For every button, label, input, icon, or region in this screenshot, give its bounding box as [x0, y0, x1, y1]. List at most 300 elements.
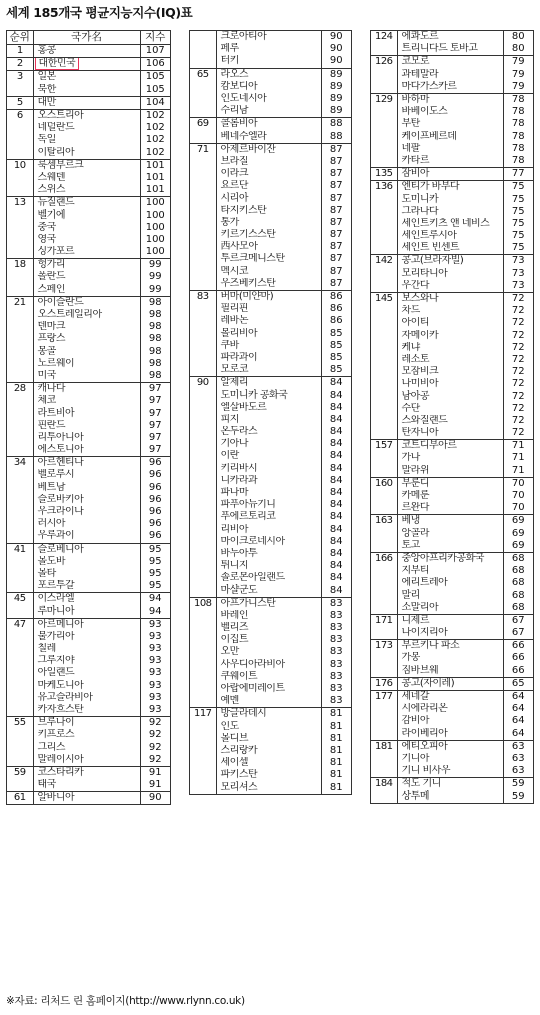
- table-row: [7, 667, 170, 679]
- iq-cell: 93: [148, 655, 162, 667]
- country-cell: 핀란드: [33, 420, 140, 432]
- rank-cell: [7, 346, 33, 358]
- rank-cell: [190, 156, 216, 168]
- table-row: [7, 742, 170, 754]
- iq-cell: 94: [148, 605, 162, 617]
- iq-cell: 87: [329, 253, 343, 265]
- country-cell: 슬로베니아: [33, 543, 140, 556]
- iq-cell: 93: [148, 630, 162, 642]
- country-cell: 크로아티아: [216, 31, 321, 43]
- table-row: [371, 528, 533, 540]
- table-row: [371, 677, 533, 690]
- rank-cell: 3: [7, 71, 33, 84]
- iq-cell: 83: [329, 670, 343, 682]
- country-cell: 니제르: [397, 614, 503, 627]
- rank-cell: [190, 81, 216, 93]
- table-row: [7, 469, 170, 481]
- iq-cell: 78: [503, 93, 533, 106]
- table-row: [371, 477, 533, 490]
- rank-cell: [371, 366, 397, 378]
- iq-cell: 67: [511, 627, 525, 639]
- table-row: [371, 765, 533, 778]
- table-row: [371, 168, 533, 181]
- country-cell: 캄보디아: [216, 81, 321, 93]
- table-row: [7, 568, 170, 580]
- iq-cell: 75: [511, 205, 525, 217]
- country-cell: 투르크메니스탄: [216, 253, 321, 265]
- country-cell: 타지키스탄: [216, 205, 321, 217]
- country-cell: 이라크: [216, 168, 321, 180]
- rank-cell: [7, 84, 33, 97]
- iq-cell: 69: [511, 527, 525, 539]
- rank-cell: [190, 646, 216, 658]
- iq-cell: 95: [148, 580, 162, 592]
- table-row: [190, 548, 351, 560]
- country-cell: 트리니다드 토바고: [397, 43, 503, 56]
- iq-cell: 72: [511, 317, 525, 329]
- iq-cell: 104: [140, 96, 170, 109]
- iq-cell: 102: [145, 134, 165, 146]
- iq-cell: 63: [511, 765, 525, 777]
- table-row: [371, 665, 533, 678]
- iq-cell: 87: [321, 143, 351, 156]
- country-cell: 오스트리아: [33, 109, 140, 122]
- iq-cell: 87: [329, 168, 343, 180]
- iq-cell: 70: [511, 490, 525, 502]
- country-cell: 벨기에: [33, 209, 140, 221]
- iq-cell: 93: [148, 643, 162, 655]
- table-row: [190, 721, 351, 733]
- iq-cell: 83: [329, 634, 343, 646]
- table-row: [190, 93, 351, 105]
- iq-cell: 83: [329, 658, 343, 670]
- iq-cell: 102: [140, 109, 170, 122]
- table-row: [371, 69, 533, 81]
- table-row: [371, 790, 533, 802]
- iq-cell: 101: [145, 184, 165, 196]
- country-cell: 중국: [33, 222, 140, 234]
- rank-cell: [7, 494, 33, 506]
- country-cell: 남아공: [397, 390, 503, 402]
- rank-cell: [371, 378, 397, 390]
- table-row: [190, 769, 351, 781]
- table-row: [190, 572, 351, 584]
- rank-cell: [371, 490, 397, 502]
- iq-cell: 78: [511, 142, 525, 154]
- iq-cell: 84: [329, 474, 343, 486]
- iq-cell: 65: [503, 677, 533, 690]
- country-cell: 에콰도르: [397, 31, 503, 43]
- table-row: [190, 229, 351, 241]
- table-row: [190, 253, 351, 265]
- country-cell: 오만: [216, 646, 321, 658]
- rank-cell: [7, 321, 33, 333]
- country-cell: 탄자니아: [397, 427, 503, 440]
- rank-cell: 166: [371, 552, 397, 565]
- iq-cell: 95: [148, 567, 162, 579]
- iq-cell: 80: [511, 43, 525, 55]
- rank-cell: [7, 469, 33, 481]
- iq-cell: 98: [148, 321, 162, 333]
- table-row: [7, 680, 170, 692]
- rank-cell: [190, 328, 216, 340]
- iq-cell: 71: [503, 440, 533, 453]
- table-row: [190, 646, 351, 658]
- rank-cell: [190, 168, 216, 180]
- iq-cell: 96: [148, 481, 162, 493]
- iq-cell: 83: [321, 597, 351, 610]
- table-row: [371, 452, 533, 464]
- table-row: [371, 317, 533, 329]
- rank-cell: [371, 342, 397, 354]
- table-row: [371, 490, 533, 502]
- iq-cell: 83: [329, 695, 343, 707]
- rank-cell: [7, 222, 33, 234]
- rank-cell: [371, 230, 397, 242]
- header-iq: 지수: [140, 31, 170, 45]
- iq-cell: 68: [511, 565, 525, 577]
- rank-cell: [371, 577, 397, 589]
- rank-cell: [7, 680, 33, 692]
- rank-cell: [371, 728, 397, 741]
- table-row: [7, 172, 170, 184]
- iq-cell: 89: [329, 93, 343, 105]
- iq-cell: 85: [329, 364, 343, 376]
- rank-cell: [7, 234, 33, 246]
- rank-cell: [7, 631, 33, 643]
- iq-cell: 87: [329, 277, 343, 289]
- iq-cell: 85: [329, 339, 343, 351]
- table-row: [371, 268, 533, 280]
- rank-cell: [371, 665, 397, 678]
- rank-cell: [190, 93, 216, 105]
- country-cell: 프랑스: [33, 333, 140, 345]
- rank-cell: [190, 205, 216, 217]
- rank-cell: [371, 242, 397, 255]
- country-cell: 우즈베키스탄: [216, 278, 321, 291]
- table-row: [7, 655, 170, 667]
- rank-cell: [190, 352, 216, 364]
- rank-cell: 124: [371, 31, 397, 43]
- country-cell: 케냐: [397, 342, 503, 354]
- country-cell: 스페인: [33, 284, 140, 297]
- rank-cell: [7, 530, 33, 543]
- table-row: [190, 118, 351, 131]
- country-cell: 벨리즈: [216, 622, 321, 634]
- iq-cell: 81: [329, 732, 343, 744]
- country-cell: 북한: [33, 84, 140, 97]
- table-row: [7, 420, 170, 432]
- rank-cell: [371, 602, 397, 615]
- table-row: [7, 593, 170, 606]
- country-cell: 가봉: [397, 652, 503, 664]
- table-row: [371, 415, 533, 427]
- iq-cell: 98: [148, 333, 162, 345]
- country-cell: 감비아: [397, 715, 503, 727]
- rank-cell: [190, 105, 216, 118]
- iq-cell: 90: [329, 31, 343, 43]
- rank-cell: [190, 659, 216, 671]
- table-row: [7, 530, 170, 543]
- country-cell: 상투메: [397, 790, 503, 802]
- iq-cell: 75: [511, 242, 525, 254]
- table-row: [190, 328, 351, 340]
- iq-cell: 72: [511, 341, 525, 353]
- table-row: [190, 315, 351, 327]
- iq-cell: 107: [140, 45, 170, 58]
- iq-cell: 96: [148, 506, 162, 518]
- rank-cell: [190, 402, 216, 414]
- table-row: [190, 499, 351, 511]
- rank-cell: [371, 589, 397, 601]
- iq-cell: 69: [503, 515, 533, 528]
- table-row: [371, 181, 533, 194]
- iq-cell: 101: [140, 159, 170, 172]
- country-cell: 버마(미얀마): [216, 290, 321, 303]
- table-row: [190, 438, 351, 450]
- rank-cell: [371, 565, 397, 577]
- country-cell: 차드: [397, 305, 503, 317]
- table-row: [7, 383, 170, 396]
- table-row: [190, 290, 351, 303]
- rank-cell: [7, 172, 33, 184]
- rank-cell: 2: [7, 58, 33, 71]
- country-cell: 리비아: [216, 524, 321, 536]
- country-cell: 리투아니아: [33, 432, 140, 444]
- country-cell: 지부티: [397, 565, 503, 577]
- table-row: [7, 246, 170, 259]
- table-row: [190, 475, 351, 487]
- iq-cell: 73: [511, 267, 525, 279]
- table-row: [7, 482, 170, 494]
- country-cell: 에리트레아: [397, 577, 503, 589]
- table-row: [190, 55, 351, 68]
- iq-cell: 71: [511, 452, 525, 464]
- country-cell: 수단: [397, 403, 503, 415]
- rank-cell: 184: [371, 778, 397, 791]
- rank-cell: [371, 715, 397, 727]
- iq-cell: 100: [145, 246, 165, 258]
- country-cell: 노르웨이: [33, 358, 140, 370]
- country-cell: 스와질랜드: [397, 415, 503, 427]
- iq-cell: 88: [329, 130, 343, 142]
- rank-cell: 163: [371, 515, 397, 528]
- table-row: [190, 303, 351, 315]
- table-row: [190, 131, 351, 144]
- rank-cell: [7, 246, 33, 259]
- table-row: [7, 754, 170, 767]
- country-cell: 알바니아: [33, 792, 140, 805]
- table-row: [371, 342, 533, 354]
- iq-cell: 96: [148, 518, 162, 530]
- country-cell: 인도: [216, 721, 321, 733]
- rank-cell: [190, 622, 216, 634]
- table-row: [190, 266, 351, 278]
- table-row: [190, 192, 351, 204]
- rank-cell: 6: [7, 109, 33, 122]
- country-cell: 베네수엘라: [216, 131, 321, 144]
- rank-cell: [7, 667, 33, 679]
- country-cell: 중앙아프리카공화국: [397, 552, 503, 565]
- table-row: [371, 577, 533, 589]
- table-row: [7, 184, 170, 197]
- rank-cell: [7, 779, 33, 792]
- country-cell: 콜롬비아: [216, 118, 321, 131]
- page-title: 세계 185개국 평균지능지수(IQ)표: [6, 5, 193, 20]
- table-row: [190, 168, 351, 180]
- rank-cell: [7, 122, 33, 134]
- iq-cell: 72: [511, 305, 525, 317]
- rank-cell: 129: [371, 93, 397, 106]
- country-cell: 오스트레일리아: [33, 309, 140, 321]
- rank-cell: [190, 511, 216, 523]
- table-row: [371, 143, 533, 155]
- table-row: [371, 602, 533, 615]
- table-row: [190, 105, 351, 118]
- iq-cell: 92: [148, 729, 162, 741]
- rank-cell: [7, 580, 33, 593]
- country-cell: 알제리: [216, 377, 321, 390]
- iq-cell: 98: [140, 296, 170, 309]
- rank-cell: [371, 540, 397, 553]
- iq-cell: 95: [148, 555, 162, 567]
- source-note: ※자료: 리처드 린 홈페이지(http://www.rlynn.co.uk): [6, 995, 245, 1007]
- iq-cell: 95: [140, 543, 170, 556]
- country-cell: 루마니아: [33, 605, 140, 618]
- country-cell: 푸에르토리코: [216, 511, 321, 523]
- country-cell: 시에라리온: [397, 703, 503, 715]
- rank-cell: 47: [7, 618, 33, 631]
- table-row: [190, 43, 351, 55]
- country-cell: 아이티: [397, 317, 503, 329]
- iq-cell: 100: [145, 209, 165, 221]
- country-cell: 니카라과: [216, 475, 321, 487]
- table-row: [371, 465, 533, 478]
- rank-cell: [7, 506, 33, 518]
- iq-cell: 97: [148, 395, 162, 407]
- table-row: [7, 209, 170, 221]
- country-cell: 페루: [216, 43, 321, 55]
- iq-cell: 84: [329, 547, 343, 559]
- iq-cell: 99: [140, 259, 170, 272]
- rank-cell: 135: [371, 168, 397, 181]
- rank-cell: 90: [190, 377, 216, 390]
- table-row: [7, 296, 170, 309]
- table-row: [190, 560, 351, 572]
- table-row: [7, 779, 170, 792]
- table-row: [7, 234, 170, 246]
- country-cell: 피지: [216, 414, 321, 426]
- rank-cell: [190, 278, 216, 291]
- table-row: [7, 346, 170, 358]
- iq-cell: 89: [321, 68, 351, 81]
- country-cell: 몰타: [33, 568, 140, 580]
- iq-cell: 84: [329, 462, 343, 474]
- iq-cell: 70: [511, 502, 525, 514]
- iq-cell: 87: [329, 204, 343, 216]
- rank-cell: [371, 452, 397, 464]
- country-cell: 헝가리: [33, 259, 140, 272]
- iq-cell: 81: [329, 744, 343, 756]
- table-row: [7, 792, 170, 805]
- rank-cell: [190, 695, 216, 708]
- rank-cell: [371, 753, 397, 765]
- rank-cell: [190, 131, 216, 144]
- country-cell: 싱가포르: [33, 246, 140, 259]
- country-cell: 키프로스: [33, 729, 140, 741]
- iq-cell: 98: [148, 345, 162, 357]
- iq-cell: 86: [329, 315, 343, 327]
- iq-cell: 87: [329, 192, 343, 204]
- iq-cell: 81: [321, 708, 351, 721]
- iq-table: [7, 31, 170, 804]
- rank-cell: 28: [7, 383, 33, 396]
- country-cell: 모로코: [216, 364, 321, 377]
- table-row: [371, 155, 533, 168]
- header-row: [7, 31, 170, 45]
- iq-cell: 91: [140, 766, 170, 779]
- country-cell: 방글라데시: [216, 708, 321, 721]
- table-row: [7, 122, 170, 134]
- rank-cell: [190, 426, 216, 438]
- rank-cell: [190, 463, 216, 475]
- iq-cell: 99: [148, 283, 162, 295]
- iq-cell: 71: [511, 464, 525, 476]
- table-row: [190, 683, 351, 695]
- iq-cell: 78: [511, 118, 525, 130]
- rank-cell: [371, 790, 397, 802]
- iq-cell: 63: [503, 740, 533, 753]
- country-cell: 몰도바: [33, 556, 140, 568]
- country-cell: 키리바시: [216, 463, 321, 475]
- table-row: [371, 627, 533, 640]
- country-cell: 세인트키츠 앤 네비스: [397, 218, 503, 230]
- rank-cell: [371, 218, 397, 230]
- country-cell: 스위스: [33, 184, 140, 197]
- country-cell: 아일랜드: [33, 667, 140, 679]
- rank-cell: [7, 444, 33, 457]
- rank-cell: [190, 364, 216, 377]
- iq-cell: 64: [511, 703, 525, 715]
- table-row: [7, 134, 170, 146]
- rank-cell: [7, 692, 33, 704]
- country-cell: 르완다: [397, 502, 503, 515]
- rank-cell: [371, 118, 397, 130]
- country-cell: 바베이도스: [397, 106, 503, 118]
- iq-cell: 72: [503, 292, 533, 305]
- country-cell: 파푸아뉴기니: [216, 499, 321, 511]
- country-cell: 과테말라: [397, 69, 503, 81]
- rank-cell: [190, 560, 216, 572]
- country-cell: 도미니카 공화국: [216, 389, 321, 401]
- country-cell: 마이크로네시아: [216, 536, 321, 548]
- country-cell: 아르메니아: [33, 618, 140, 631]
- country-cell: 멕시코: [216, 266, 321, 278]
- country-cell: 요르단: [216, 180, 321, 192]
- table-row: [371, 131, 533, 143]
- rank-cell: [7, 370, 33, 383]
- country-cell: 기니 비사우: [397, 765, 503, 778]
- table-row: [371, 440, 533, 453]
- table-row: [190, 659, 351, 671]
- country-cell: 마케도니아: [33, 680, 140, 692]
- country-cell: 콩고(브라자빌): [397, 255, 503, 268]
- table-row: [371, 354, 533, 366]
- iq-cell: 78: [511, 130, 525, 142]
- rank-cell: [190, 438, 216, 450]
- table-row: [190, 450, 351, 462]
- iq-cell: 99: [148, 271, 162, 283]
